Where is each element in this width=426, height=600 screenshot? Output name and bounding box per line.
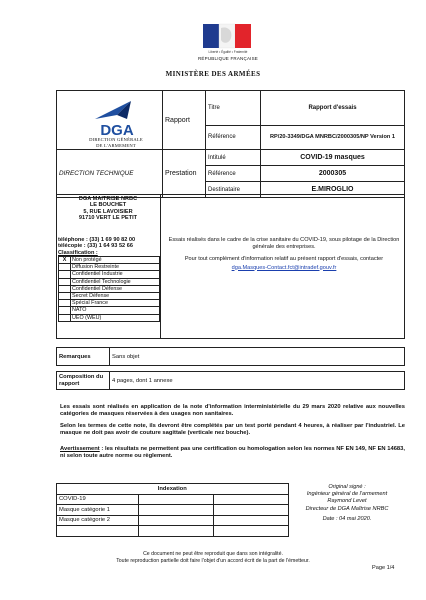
classification-label: Confidentiel Technologie — [71, 278, 160, 285]
indexation-cell — [138, 494, 213, 505]
classification-label: NATO — [71, 307, 160, 314]
contact-email-link[interactable]: dga.Masques-Contact.fct@intradef.gouv.fr — [231, 264, 337, 271]
signature-line4: Directeur de DGA Maîtrise NRBC — [305, 505, 389, 512]
dga-dir-line1: DIRECTION GÉNÉRALE — [89, 137, 143, 142]
info-note — [168, 237, 400, 271]
classification-label: Secret Défense — [71, 292, 160, 299]
classification-checkbox — [59, 314, 71, 321]
destinataire-value: E.MIROGLIO — [261, 182, 405, 198]
report-header-table — [56, 90, 405, 198]
classification-row — [59, 257, 160, 264]
intitule-value: COVID-19 masques — [261, 150, 405, 166]
titre-value: Rapport d'essais — [261, 91, 405, 126]
classification-label: Spécial France — [71, 300, 160, 307]
reference2-label: Référence — [206, 166, 261, 182]
contact-numbers — [58, 237, 135, 256]
classification-row — [59, 314, 160, 321]
indexation-keyword: COVID-19 — [57, 494, 139, 505]
classification-checkbox — [59, 292, 71, 299]
phone-number: téléphone : (33) 1 69 90 82 00 — [58, 237, 136, 243]
signature-line1: Original signé : — [328, 484, 366, 490]
signature-line2: Ingénieur général de l'armement — [306, 491, 388, 498]
composition-label: Composition du rapport — [57, 372, 110, 390]
address-line3: 5, RUE LAVOISIER — [83, 208, 133, 215]
reference-value: RP/20-3349/DGA MNRBC/2000305/NP Version 1 — [261, 125, 405, 149]
classification-checkbox — [59, 307, 71, 314]
signature-block — [288, 484, 406, 523]
rapport-label: Rapport — [163, 91, 206, 150]
indexation-title: Indexation — [57, 484, 289, 495]
republique-caption: Liberté • Égalité • Fraternité — [208, 50, 248, 54]
classification-row — [59, 264, 160, 271]
classification-checkbox — [59, 300, 71, 307]
address-line2: LE BOUCHET — [89, 202, 127, 209]
paragraph-warning — [60, 446, 405, 459]
note-text1: Essais réalisés dans le cadre de la crise sanitaire du COVID-19, sous pilotage de la Direction générale des entreprises. — [168, 237, 400, 250]
classification-row — [59, 307, 160, 314]
classification-table — [58, 256, 160, 322]
remarks-label: Remarques — [57, 348, 110, 366]
reference2-value: 2000305 — [261, 166, 405, 182]
dga-logo — [87, 95, 147, 139]
footer-line1: Ce document ne peut être reproduit que dans son intégralité. — [143, 551, 283, 557]
dga-dir-line2: DE L'ARMEMENT — [96, 142, 136, 148]
classification-label: Non protégé — [71, 257, 160, 264]
paragraph-note: Les essais sont réalisés en application de la note d'information interministérielle du 29 mars 2020 relative aux nouvelles catégories de masques réservées à des usages non sanitaires. — [60, 404, 405, 417]
fax-number: télécopie : (33) 1 64 93 52 66 — [58, 243, 133, 250]
classification-checkbox: X — [59, 257, 71, 264]
page-number: Page 1/4 — [372, 565, 395, 571]
titre-label: Titre — [206, 91, 261, 126]
indexation-cell — [213, 515, 288, 526]
dga-direction-label — [71, 137, 161, 148]
classification-label: UEO (WEU) — [71, 314, 160, 321]
address-line4: 91710 VERT LE PETIT — [78, 214, 138, 221]
classification-checkbox — [59, 264, 71, 271]
prestation-label: Prestation — [163, 150, 206, 198]
classification-label: Diffusion Restreinte — [71, 264, 160, 271]
warning-label: Avertissement — [60, 446, 100, 452]
classification-row — [59, 292, 160, 299]
indexation-cell — [138, 526, 213, 537]
remarks-value: Sans objet — [110, 348, 405, 366]
direction-label: DIRECTION TECHNIQUE — [57, 150, 163, 198]
signature-line3: Raymond Levet — [327, 498, 367, 505]
footer-notice — [90, 551, 336, 564]
paragraph-terms: Selon les termes de cette note, ils devront être complétés par un test porté pendant 4 heures, à réaliser par l'industriel. Le masque ne doit pas avoir de couture sagittale (verticale nez bouche). — [60, 423, 405, 436]
indexation-row — [57, 526, 405, 537]
intitule-label: Intitulé — [206, 150, 261, 166]
republique-name: RÉPUBLIQUE FRANÇAISE — [197, 56, 258, 61]
address-block — [58, 196, 158, 221]
indexation-keyword: Masque catégorie 2 — [57, 515, 139, 526]
classification-label: Confidentiel Défense — [71, 285, 160, 292]
address-line1: DGA MAITRISE NRBC — [78, 196, 138, 202]
classification-row — [59, 300, 160, 307]
classification-checkbox — [59, 285, 71, 292]
footer-line2: Toute reproduction partielle doit faire l'objet d'un accord écrit de la part de l'émetteur. — [116, 557, 310, 564]
classification-checkbox — [59, 278, 71, 285]
indexation-keyword — [57, 526, 139, 537]
classification-row — [59, 278, 160, 285]
signature-date: Date : 04 mai 2020. — [322, 515, 372, 522]
indexation-cell — [138, 515, 213, 526]
classification-label: Confidentiel Industrie — [71, 271, 160, 278]
classification-checkbox — [59, 271, 71, 278]
section-divider — [160, 194, 161, 339]
reference-label: Référence — [206, 125, 261, 149]
composition-value: 4 pages, dont 1 annexe — [110, 372, 405, 390]
dga-logo-cell — [57, 91, 163, 150]
indexation-cell — [213, 505, 288, 516]
note-text2: Pour tout complément d'information relatif au présent rapport d'essais, contacter — [184, 256, 384, 262]
indexation-cell — [213, 494, 288, 505]
classification-title: Classification : — [58, 249, 98, 256]
indexation-cell — [213, 526, 288, 537]
classification-row — [59, 285, 160, 292]
destinataire-label: Destinataire — [206, 182, 261, 198]
warning-text: : les résultats ne permettent pas une certification ou homologation selon les normes NF EN 149, NF EN 14683, ni selon toute autre norme ou règlement. — [60, 446, 405, 459]
indexation-cell — [138, 505, 213, 516]
classification-row — [59, 271, 160, 278]
ministry-title: MINISTÈRE DES ARMÉES — [165, 70, 261, 78]
indexation-keyword: Masque catégorie 1 — [57, 505, 139, 516]
remarks-table — [56, 347, 405, 390]
dga-logo-text: DGA — [100, 122, 134, 139]
